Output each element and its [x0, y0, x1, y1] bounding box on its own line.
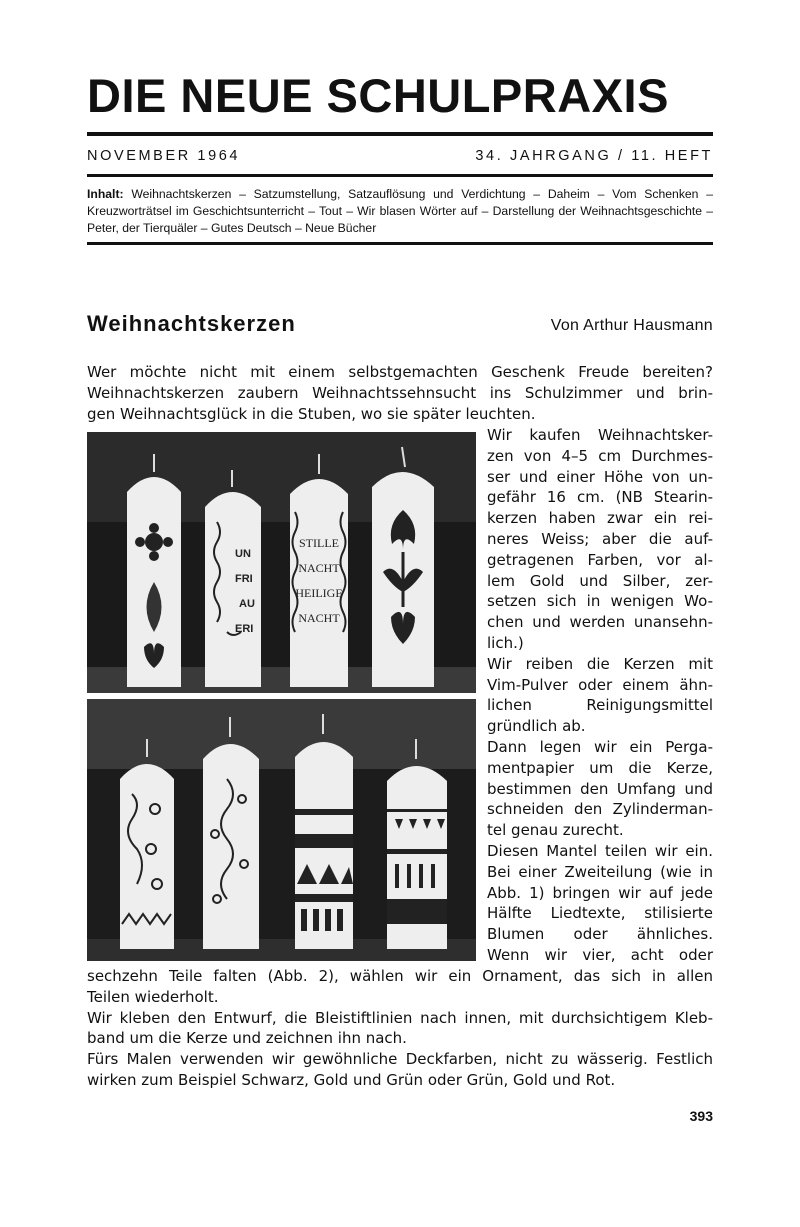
side-line: Dann legen wir ein Perga-: [487, 737, 713, 756]
side-line: gefähr 16 cm. (NB Stearin-: [487, 488, 713, 507]
candle-word: FRI: [235, 573, 253, 585]
candle-word: HEILIGE: [295, 586, 343, 600]
masthead-rule-top: [87, 132, 713, 136]
side-line: Bei einer Zweiteilung (wie in: [487, 862, 713, 881]
body-line: Fürs Malen verwenden wir gewöhnliche Deckfarben, nicht zu wässerig. Festlich: [87, 1050, 713, 1069]
side-line: setzen sich in wenigen Wo-: [487, 592, 713, 611]
candle-photo-1-image: [87, 432, 476, 693]
side-line: ser und einer Höhe von un-: [487, 467, 713, 486]
side-line: Vim-Pulver oder einem ähn-: [487, 675, 713, 694]
candle-word: NACHT: [298, 561, 340, 575]
article-title: Weihnachtskerzen: [87, 311, 296, 336]
candle-word: UN: [235, 548, 251, 560]
side-line: Blumen oder ähnliches.: [487, 925, 713, 944]
side-line: schneiden den Zylinderman-: [487, 800, 713, 819]
side-line: Wenn wir vier, acht oder: [487, 945, 713, 964]
side-line: Diesen Mantel teilen wir ein.: [487, 841, 713, 860]
side-line: tel genau zurecht.: [487, 821, 624, 840]
intro-line: Wer möchte nicht mit einem selbstgemachten Geschenk Freude bereiten?: [87, 363, 713, 381]
side-line: kerzen haben zwar ein rei-: [487, 509, 713, 528]
contents-label: Inhalt:: [87, 187, 124, 201]
side-line: mentpapier um die Kerze,: [487, 758, 713, 777]
side-line: chen und werden unansehn-: [487, 613, 713, 632]
side-line: Hälfte Liedtexte, stilisierte: [487, 904, 713, 923]
contents-text: Weihnachtskerzen – Satzumstellung, Satzauflösung und Verdichtung – Daheim – Vom Schenken – Kreuzworträtsel im Geschichtsunterricht – Tout – Wir blasen Wörter auf – Darstellung der Weihnachtsgeschichte – Peter, der Tierquäler – Gutes Deutsch – Neue Bücher: [87, 187, 713, 235]
candle-word: ERI: [235, 623, 254, 635]
article-side-column: [487, 425, 713, 966]
candle-photo-2: [87, 699, 476, 961]
side-line: lich.): [487, 633, 524, 652]
issue-volume: 34. JAHRGANG / 11. HEFT: [475, 148, 713, 164]
body-line: wirken zum Beispiel Schwarz, Gold und Grün oder Grün, Gold und Rot.: [87, 1070, 616, 1089]
candle-photo-2-image: [87, 699, 476, 961]
masthead-rule-bottom: [87, 242, 713, 245]
side-line: Abb. 1) bringen wir auf jede: [487, 883, 713, 902]
candle-photo-1: [87, 432, 476, 693]
side-line: lem Gold und Silber, zer-: [487, 571, 713, 590]
side-line: Wir reiben die Kerzen mit: [487, 654, 713, 673]
body-line: sechzehn Teile falten (Abb. 2), wählen wir ein Ornament, das sich in allen: [87, 967, 713, 985]
issue-meta: [87, 148, 713, 164]
article-intro: [87, 362, 713, 424]
side-line: getragenen Farben, vor al-: [487, 550, 713, 569]
intro-line: Weihnachtskerzen zaubern Weihnachtssehnsucht ins Schulzimmer und brin-: [87, 383, 713, 402]
side-line: bestimmen den Umfang und: [487, 779, 713, 798]
body-line: Wir kleben den Entwurf, die Bleistiftlinien nach innen, mit durchsichtigem Kleb-: [87, 1008, 713, 1027]
candle-word: NACHT: [298, 611, 340, 625]
side-line: zen von 4–5 cm Durchmes-: [487, 446, 713, 465]
candle-word: STILLE: [299, 536, 339, 550]
side-line: lichen Reinigungsmittel: [487, 696, 713, 715]
masthead-title: DIE NEUE SCHULPRAXIS: [87, 69, 669, 122]
masthead-rule-middle: [87, 174, 713, 177]
table-of-contents: [87, 186, 713, 237]
intro-line: gen Weihnachtsglück in die Stuben, wo sie später leuchten.: [87, 404, 536, 423]
article-author: Von Arthur Hausmann: [550, 317, 713, 334]
body-line: band um die Kerze und zeichnen ihn nach.: [87, 1029, 407, 1048]
page-number: 393: [689, 1108, 713, 1124]
candle-word: AU: [239, 598, 255, 610]
side-line: Wir kaufen Weihnachtsker-: [487, 426, 713, 444]
issue-date: NOVEMBER 1964: [87, 148, 241, 164]
article-continuation: [87, 966, 713, 1091]
body-line: Teilen wiederholt.: [87, 987, 219, 1006]
side-line: neres Weiss; aber die auf-: [487, 529, 713, 548]
side-line: gründlich ab.: [487, 717, 586, 736]
